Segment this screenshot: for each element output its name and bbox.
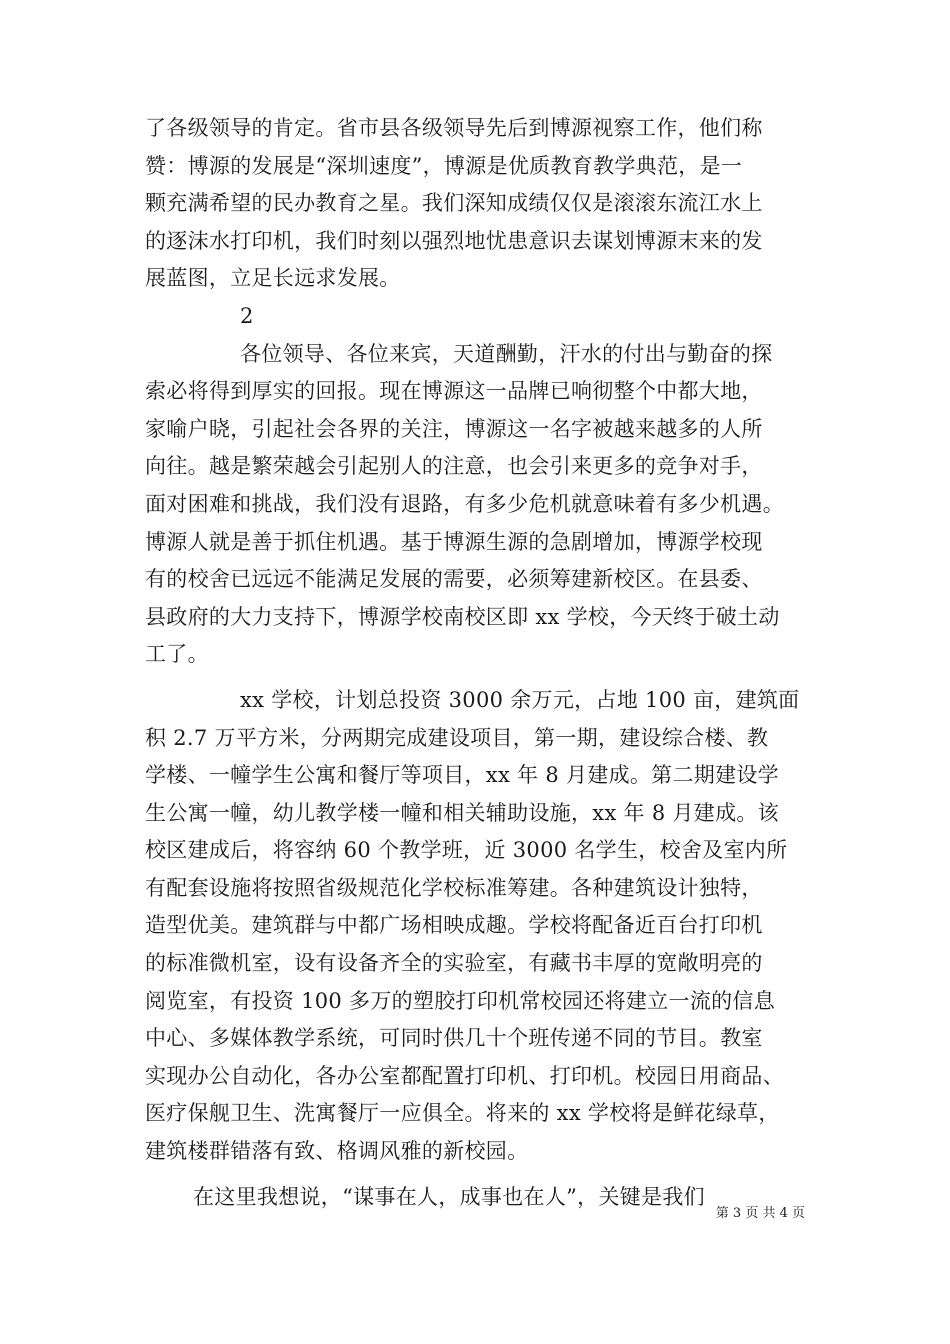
text-line: 阅览室，有投资 100 多万的塑胶打印机常校园还将建立一流的信息	[145, 988, 776, 1013]
text-line: 生公寓一幢，幼儿教学楼一幢和相关辅助设施，xx 年 8 月建成。该	[145, 800, 779, 825]
section-number: 2	[240, 303, 254, 328]
text-line: 建筑楼群错落有致、格调风雅的新校园。	[145, 1139, 529, 1164]
text-line: 赞：博源的发展是“深圳速度”，博源是优质教育教学典范，是一	[145, 153, 743, 178]
paragraph-1	[145, 110, 820, 298]
text-line: 医疗保舰卫生、洗寓餐厅一应俱全。将来的 xx 学校将是鲜花绿草，	[145, 1101, 780, 1126]
text-line: xx 学校，计划总投资 3000 余万元，占地 100 亩，建筑面	[240, 687, 800, 712]
text-line: 中心、多媒体教学系统，可同时供几十个班传递不同的节目。教室	[145, 1026, 763, 1051]
text-line: 了各级领导的肯定。省市县各级领导先后到博源视察工作，他们称	[145, 116, 763, 140]
document-body	[145, 110, 820, 1216]
text-line: 的标准微机室，设有设备齐全的实验室，有藏书丰厚的宽敞明亮的	[145, 951, 763, 976]
text-line: 颗充满希望的民办教育之星。我们深知成绩仅仅是滚滚东流江水上	[145, 191, 763, 216]
text-line: 索必将得到厚实的回报。现在博源这一品牌已响彻整个中都大地，	[145, 379, 763, 404]
page-footer	[0, 1202, 805, 1221]
text-line: 学楼、一幢学生公寓和餐厅等项目，xx 年 8 月建成。第二期建设学	[145, 763, 779, 788]
text-line: 工了。	[145, 642, 209, 667]
text-line: 展蓝图，立足长远求发展。	[145, 266, 401, 291]
paragraph-gap	[145, 674, 820, 682]
text-line: 的逐沫水打印机，我们时刻以强烈地忧患意识去谋划博源末来的发	[145, 228, 763, 253]
page-number: 第 3 页 共 4 页	[715, 1206, 805, 1221]
text-line: 实现办公自动化，各办公室都配置打印机、打印机。校园日用商品、	[145, 1063, 784, 1088]
text-line: 积 2.7 万平方米，分两期完成建设项目，第一期，建设综合楼、教	[145, 725, 769, 750]
text-line: 在这里我想说，“谋事在人，成事也在人”，关键是我们	[193, 1184, 705, 1209]
paragraph-2	[145, 336, 820, 674]
text-line: 造型优美。建筑群与中都广场相映成趣。学校将配备近百台打印机	[145, 913, 763, 938]
text-line: 面对困难和挑战，我们没有退路，有多少危机就意味着有多少机遇。	[145, 491, 784, 516]
text-line: 家喻户晓，引起社会各界的关注，博源这一名字被越来越多的人所	[145, 416, 763, 441]
text-line: 博源人就是善于抓住机遇。基于博源生源的急剧增加，博源学校现	[145, 529, 763, 554]
paragraph-3	[145, 682, 820, 1171]
text-line: 县政府的大力支持下，博源学校南校区即 xx 学校，今天终于破土动	[145, 604, 780, 629]
text-line: 有配套设施将按照省级规范化学校标准筹建。各种建筑设计独特，	[145, 875, 763, 900]
paragraph-gap	[145, 1171, 820, 1179]
text-line: 校区建成后，将容纳 60 个教学班，近 3000 名学生，校舍及室内所	[145, 838, 788, 863]
text-line: 各位领导、各位来宾，天道酬勤，汗水的付出与勤奋的探	[240, 341, 773, 366]
text-line: 有的校舍已远远不能满足发展的需要，必须筹建新校区。在县委、	[145, 567, 763, 592]
text-line: 向往。越是繁荣越会引起别人的注意，也会引来更多的竞争对手，	[145, 454, 763, 479]
